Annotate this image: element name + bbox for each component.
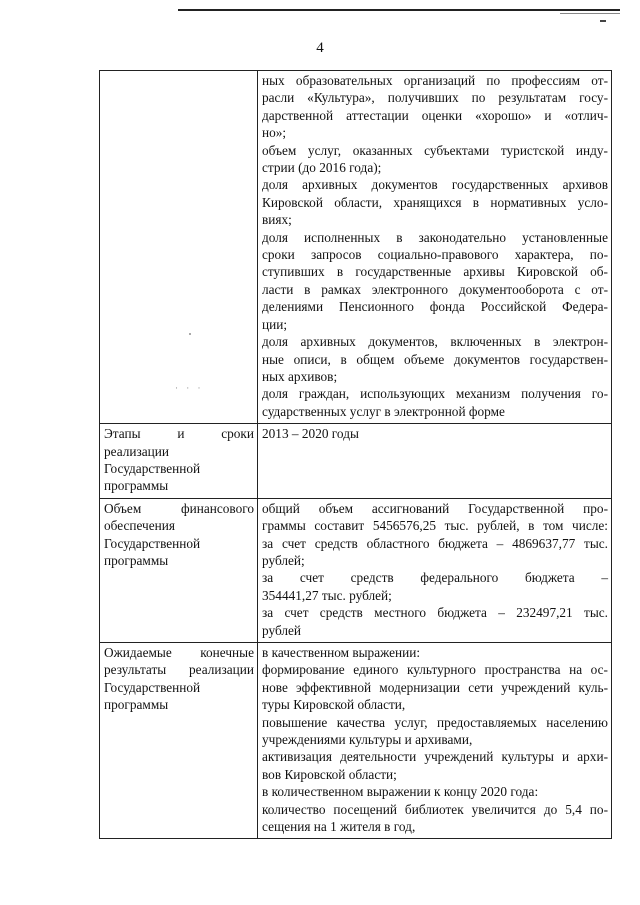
row-label-cell (100, 643, 258, 839)
program-passport-table (99, 70, 612, 839)
content-line: стрии (до 2016 года); (262, 160, 382, 176)
content-line: сударственных услуг в электронной форме (262, 403, 505, 419)
row-label-cell (100, 71, 258, 424)
content-line: дарственной аттестации оценки «хорошо» и «отлич- (262, 107, 608, 123)
table-row (100, 424, 612, 499)
content-line: ции; (262, 316, 288, 332)
row-content-cell (258, 498, 612, 642)
table-row (100, 71, 612, 424)
content-line: Кировской области, хранящихся в нормативных усло- (262, 194, 608, 210)
row-label: Объем финансового обеспечения Государственной программы (104, 500, 254, 568)
content-line: вов Кировской области; (262, 766, 397, 782)
content-line: рублей; (262, 552, 305, 568)
content-line: учреждениями культуры и архивами, (262, 732, 473, 748)
content-line: делениями Пенсионного фонда Российской Федера- (262, 299, 608, 315)
row-content-cell (258, 424, 612, 499)
table-row (100, 643, 612, 839)
header-rule-secondary (560, 13, 620, 14)
content-line: ных образовательных организаций по профессиям от- (262, 73, 608, 88)
row-label-cell (100, 498, 258, 642)
content-line: формирование единого культурного пространства на ос- (262, 662, 608, 678)
row-label-cell (100, 424, 258, 499)
content-line: ласти в рамках электронного документооборота с от- (262, 281, 608, 297)
row-label: Этапы и сроки реализации Государственной программы (104, 426, 254, 494)
content-line: общий объем ассигнований Государственной про- (262, 500, 608, 516)
content-line: доля исполненных в законодательно установленные (262, 229, 608, 245)
content-line: за счет средств местного бюджета – 232497,21 тыс. (262, 605, 608, 621)
content-line: сроки запросов социально-правового характера, по- (262, 247, 608, 263)
content-line: объем услуг, оказанных субъектами туристской инду- (262, 142, 608, 158)
content-line: 2013 – 2020 годы (262, 426, 359, 442)
content-line: но»; (262, 125, 287, 141)
content-line: активизация деятельности учреждений культуры и архи- (262, 749, 608, 765)
content-line: сещения на 1 жителя в год, (262, 819, 416, 835)
content-line: туры Кировской области, (262, 697, 406, 713)
content-line: в качественном выражении: (262, 645, 421, 660)
content-line: виях; (262, 212, 292, 228)
content-line: ных архивов; (262, 368, 338, 384)
row-content-cell (258, 643, 612, 839)
content-line: ступивших в государственные архивы Кировской об- (262, 264, 608, 280)
row-content-cell (258, 71, 612, 424)
content-line: за счет средств федерального бюджета – (262, 570, 608, 586)
content-line: доля граждан, использующих механизм получения го- (262, 386, 608, 402)
content-line: граммы составит 5456576,25 тыс. рублей, в том числе: (262, 518, 608, 534)
content-line: нове эффективной модернизации сети учреждений куль- (262, 679, 608, 695)
content-line: расли «Культура», получивших по результатам госу- (262, 90, 608, 106)
row-label: Ожидаемые конечные результаты реализации Государственной программы (104, 645, 254, 713)
content-line: рублей (262, 622, 302, 638)
content-line: 354441,27 тыс. рублей; (262, 587, 392, 603)
content-line: повышение качества услуг, предоставляемых населению (262, 714, 608, 730)
content-line: доля архивных документов государственных архивов (262, 177, 608, 193)
scan-speck (189, 333, 191, 335)
content-line: количество посещений библиотек увеличится до 5,4 по- (262, 801, 608, 817)
content-line: доля архивных документов, включенных в электрон- (262, 334, 608, 350)
page-number: 4 (316, 40, 324, 56)
scan-noise: · · · (175, 383, 204, 393)
content-line: ные описи, в общем объеме документов государствен- (262, 351, 608, 367)
content-line: за счет средств областного бюджета – 4869637,77 тыс. (262, 535, 608, 551)
header-rule (178, 9, 620, 11)
table-row (100, 498, 612, 642)
content-line: в количественном выражении к концу 2020 года: (262, 784, 539, 800)
scan-mark (600, 20, 606, 22)
